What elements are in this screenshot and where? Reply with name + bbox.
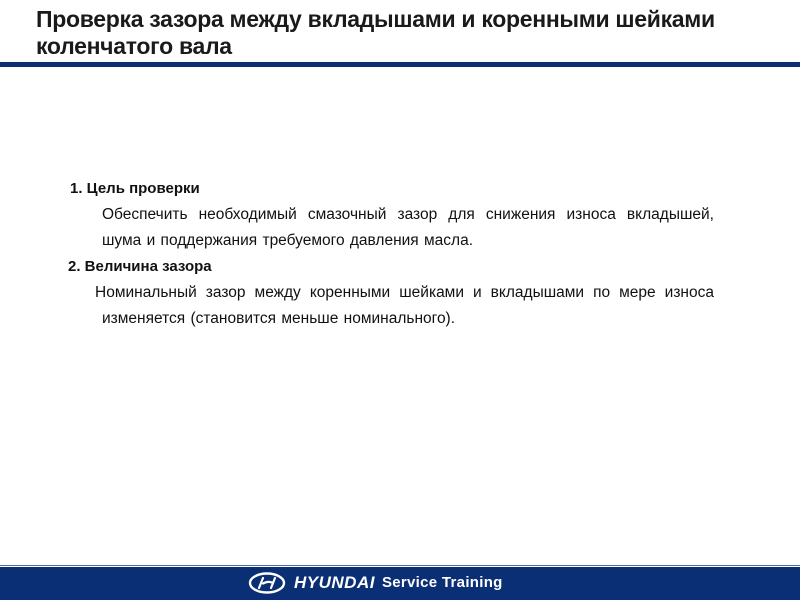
section-body-purpose: Обеспечить необходимый смазочный зазор для снижения износа вкладышей, шума и поддержания требуемого давления масла.	[102, 206, 714, 249]
section-heading-purpose: 1. Цель проверки	[70, 180, 200, 197]
footer-tagline: Service Training	[381, 574, 503, 591]
hyundai-logo-icon	[248, 572, 286, 594]
slide-title: Проверка зазора между вкладышами и коренными шейками коленчатого вала	[36, 6, 715, 59]
section-body-clearance: Номинальный зазор между коренными шейками и вкладышами по мере износа изменяется (становится меньше номинального).	[95, 284, 714, 327]
footer-brand	[248, 572, 503, 594]
slide-content	[68, 176, 748, 332]
section-heading-clearance: 2. Величина зазора	[68, 258, 212, 275]
footer-brand-name: HYUNDAI	[294, 573, 375, 592]
title-divider	[0, 62, 800, 67]
footer-divider	[0, 565, 800, 566]
